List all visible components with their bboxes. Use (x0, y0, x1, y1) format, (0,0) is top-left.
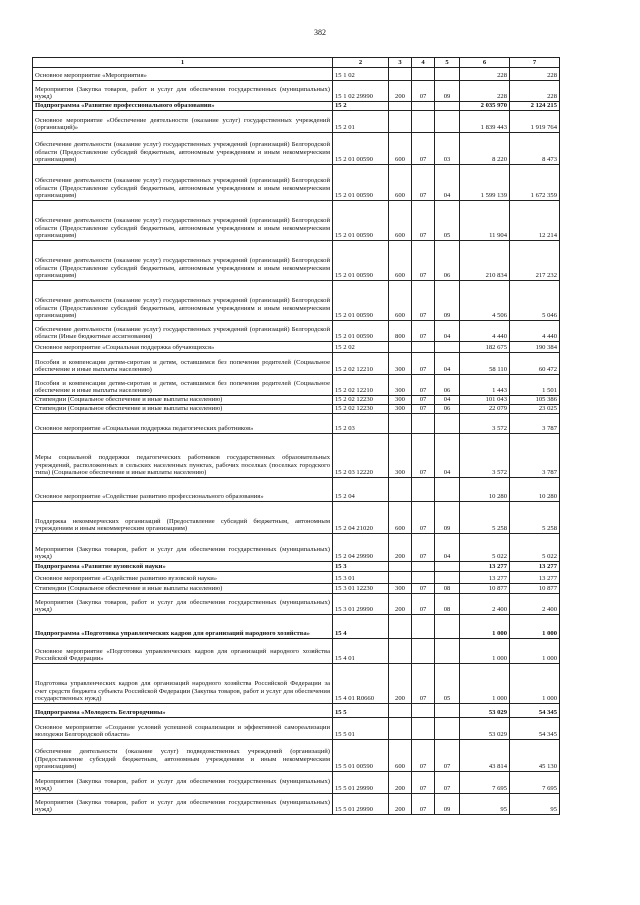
row-code: 15 3 01 (333, 572, 389, 584)
column-header: 3 (389, 58, 412, 68)
row-description: Обеспечение деятельности (оказание услуг) государственных учреждений (организаций) Белгородской области (Иные бюджетные ассигнования) (33, 321, 333, 342)
row-expense-type: 200 (389, 594, 412, 615)
row-subsection: 05 (435, 201, 460, 241)
row-subsection: 08 (435, 584, 460, 594)
row-code: 15 5 01 29990 (333, 794, 389, 815)
row-description: Стипендии (Социальное обеспечение и иные выплаты населению) (33, 405, 333, 414)
row-amount-col7: 5 258 (510, 502, 560, 534)
row-amount-col6: 3 572 (460, 434, 510, 478)
row-description: Подпрограмма «Развитие вузовской науки» (33, 562, 333, 572)
row-description: Основное мероприятие «Мероприятия» (33, 68, 333, 81)
row-code: 15 2 (333, 102, 389, 111)
row-amount-col7: 54 345 (510, 718, 560, 740)
row-amount-col7: 1 919 764 (510, 111, 560, 133)
row-section: 07 (412, 353, 435, 375)
table-row (33, 704, 560, 718)
row-subsection: 06 (435, 375, 460, 396)
row-description: Стипендии (Социальное обеспечение и иные выплаты населению) (33, 396, 333, 405)
row-section (412, 562, 435, 572)
row-section: 07 (412, 241, 435, 281)
row-amount-col7: 217 232 (510, 241, 560, 281)
row-expense-type: 600 (389, 201, 412, 241)
row-subsection: 09 (435, 502, 460, 534)
row-amount-col6: 1 000 (460, 664, 510, 704)
row-code: 15 2 01 00590 (333, 165, 389, 201)
row-description: Подпрограмма «Молодость Белгородчины» (33, 704, 333, 718)
table-row (33, 68, 560, 81)
row-amount-col6: 4 506 (460, 281, 510, 321)
table-row (33, 81, 560, 102)
row-amount-col7: 4 440 (510, 321, 560, 342)
row-amount-col7: 60 472 (510, 353, 560, 375)
row-expense-type (389, 102, 412, 111)
row-amount-col6: 53 029 (460, 704, 510, 718)
row-amount-col6: 13 277 (460, 572, 510, 584)
page-number: 382 (314, 28, 326, 37)
column-header: 6 (460, 58, 510, 68)
row-subsection (435, 718, 460, 740)
row-subsection: 04 (435, 534, 460, 562)
row-code: 15 2 02 (333, 342, 389, 353)
row-section (412, 572, 435, 584)
table-row (33, 584, 560, 594)
row-description: Основное мероприятие «Обеспечение деятельности (оказание услуг) государственных учреждений (организаций)» (33, 111, 333, 133)
row-code: 15 2 02 12230 (333, 405, 389, 414)
row-amount-col6: 1 443 (460, 375, 510, 396)
row-amount-col7: 95 (510, 794, 560, 815)
row-description: Стипендии (Социальное обеспечение и иные выплаты населению) (33, 584, 333, 594)
table-row (33, 794, 560, 815)
row-code: 15 3 01 12230 (333, 584, 389, 594)
row-amount-col7: 1 672 359 (510, 165, 560, 201)
row-code: 15 2 01 00590 (333, 133, 389, 165)
table-row (33, 353, 560, 375)
table-row (33, 414, 560, 434)
row-subsection: 08 (435, 594, 460, 615)
row-amount-col6: 95 (460, 794, 510, 815)
row-subsection: 09 (435, 281, 460, 321)
table-row (33, 639, 560, 664)
row-expense-type (389, 704, 412, 718)
row-amount-col6: 43 814 (460, 740, 510, 772)
table-row (33, 772, 560, 794)
row-amount-col6: 58 110 (460, 353, 510, 375)
row-subsection (435, 414, 460, 434)
row-amount-col6: 22 079 (460, 405, 510, 414)
row-code: 15 2 01 00590 (333, 321, 389, 342)
row-description: Подпрограмма «Развитие профессионального образования» (33, 102, 333, 111)
row-description: Обеспечение деятельности (оказание услуг) государственных учреждений (организаций) Белгородской области (Предоставление субсидий бюджетным, автономным учреждениям и иным некоммерческим организациям) (33, 165, 333, 201)
table-header-row (33, 58, 560, 68)
row-subsection: 07 (435, 740, 460, 772)
row-code: 15 2 02 12230 (333, 396, 389, 405)
row-expense-type (389, 342, 412, 353)
row-code: 15 4 01 R0660 (333, 664, 389, 704)
row-expense-type (389, 414, 412, 434)
row-description: Обеспечение деятельности (оказание услуг) государственных учреждений (организаций) Белгородской области (Предоставление субсидий бюджетным, автономным учреждениям и иным некоммерческим организациям) (33, 241, 333, 281)
row-subsection: 04 (435, 434, 460, 478)
row-subsection: 05 (435, 664, 460, 704)
row-amount-col6: 10 877 (460, 584, 510, 594)
row-section: 07 (412, 502, 435, 534)
table-row (33, 165, 560, 201)
row-section (412, 615, 435, 639)
row-expense-type (389, 718, 412, 740)
row-subsection: 07 (435, 772, 460, 794)
row-description: Основное мероприятие «Подготовка управленческих кадров для организаций народного хозяйства Российской Федерации» (33, 639, 333, 664)
row-subsection (435, 342, 460, 353)
row-section (412, 111, 435, 133)
row-section: 07 (412, 165, 435, 201)
row-subsection (435, 111, 460, 133)
row-expense-type: 600 (389, 281, 412, 321)
row-expense-type: 600 (389, 241, 412, 281)
row-amount-col6: 53 029 (460, 718, 510, 740)
row-amount-col6: 10 280 (460, 478, 510, 502)
table-row (33, 594, 560, 615)
row-expense-type (389, 478, 412, 502)
row-amount-col6: 4 440 (460, 321, 510, 342)
row-description: Мероприятия (Закупка товаров, работ и услуг для обеспечения государственных (муниципальных) нужд) (33, 81, 333, 102)
table-row (33, 321, 560, 342)
row-expense-type (389, 615, 412, 639)
row-amount-col6: 5 258 (460, 502, 510, 534)
row-subsection: 09 (435, 81, 460, 102)
row-expense-type: 600 (389, 740, 412, 772)
row-amount-col6: 7 695 (460, 772, 510, 794)
row-amount-col7: 3 787 (510, 414, 560, 434)
row-amount-col7: 1 000 (510, 664, 560, 704)
row-amount-col6: 1 000 (460, 639, 510, 664)
row-section (412, 342, 435, 353)
row-amount-col6: 1 000 (460, 615, 510, 639)
table-row (33, 201, 560, 241)
row-amount-col7: 228 (510, 68, 560, 81)
table-row (33, 718, 560, 740)
row-amount-col6: 228 (460, 68, 510, 81)
table-row (33, 740, 560, 772)
row-code: 15 5 (333, 704, 389, 718)
row-subsection: 04 (435, 396, 460, 405)
row-amount-col7: 8 473 (510, 133, 560, 165)
row-amount-col7: 3 787 (510, 434, 560, 478)
row-amount-col6: 182 675 (460, 342, 510, 353)
table-row (33, 133, 560, 165)
table-row (33, 342, 560, 353)
row-expense-type (389, 562, 412, 572)
row-code: 15 2 04 29990 (333, 534, 389, 562)
row-section: 07 (412, 321, 435, 342)
row-subsection: 04 (435, 165, 460, 201)
row-amount-col7: 13 277 (510, 562, 560, 572)
row-section: 07 (412, 201, 435, 241)
row-amount-col7: 7 695 (510, 772, 560, 794)
row-description: Основное мероприятие «Содействие развитию профессионального образования» (33, 478, 333, 502)
column-header: 4 (412, 58, 435, 68)
row-section (412, 102, 435, 111)
row-amount-col7: 105 386 (510, 396, 560, 405)
row-description: Пособия и компенсации детям-сиротам и детям, оставшимся без попечения родителей (Социальное обеспечение и иные выплаты населению) (33, 375, 333, 396)
row-code: 15 2 03 12220 (333, 434, 389, 478)
row-subsection: 04 (435, 321, 460, 342)
row-amount-col6: 2 035 970 (460, 102, 510, 111)
table-row (33, 664, 560, 704)
row-expense-type: 200 (389, 772, 412, 794)
row-expense-type (389, 111, 412, 133)
row-subsection: 03 (435, 133, 460, 165)
row-description: Подпрограмма «Подготовка управленческих кадров для организаций народного хозяйства» (33, 615, 333, 639)
row-code: 15 1 02 (333, 68, 389, 81)
row-description: Основное мероприятие «Создание условий успешной социализации и эффективной самореализации молодежи Белгородской области» (33, 718, 333, 740)
row-amount-col6: 210 834 (460, 241, 510, 281)
row-amount-col7: 1 000 (510, 639, 560, 664)
row-description: Основное мероприятие «Социальная поддержка обучающихся» (33, 342, 333, 353)
table-row (33, 562, 560, 572)
row-description: Поддержка некоммерческих организаций (Предоставление субсидий бюджетным, автономным учреждениям и иным некоммерческим организациям) (33, 502, 333, 534)
row-code: 15 2 01 (333, 111, 389, 133)
row-amount-col6: 3 572 (460, 414, 510, 434)
row-amount-col7: 228 (510, 81, 560, 102)
row-code: 15 3 01 29990 (333, 594, 389, 615)
row-section (412, 414, 435, 434)
row-section: 07 (412, 772, 435, 794)
row-description: Обеспечение деятельности (оказание услуг) государственных учреждений (организаций) Белгородской области (Предоставление субсидий бюджетным, автономным учреждениям и иным некоммерческим организациям) (33, 133, 333, 165)
row-section: 07 (412, 794, 435, 815)
row-subsection: 06 (435, 405, 460, 414)
row-section: 07 (412, 584, 435, 594)
row-amount-col6: 101 043 (460, 396, 510, 405)
row-amount-col7: 23 025 (510, 405, 560, 414)
row-code: 15 1 02 29990 (333, 81, 389, 102)
row-expense-type (389, 572, 412, 584)
row-code: 15 2 01 00590 (333, 281, 389, 321)
row-expense-type: 200 (389, 664, 412, 704)
row-description: Обеспечение деятельности (оказание услуг) подведомственных учреждений (организаций) (Предоставление субсидий бюджетным, автономным учреждениям и иным некоммерческим организациям) (33, 740, 333, 772)
row-expense-type: 200 (389, 794, 412, 815)
row-code: 15 5 01 (333, 718, 389, 740)
row-expense-type: 300 (389, 584, 412, 594)
row-subsection (435, 615, 460, 639)
row-expense-type: 200 (389, 81, 412, 102)
row-amount-col7: 2 124 215 (510, 102, 560, 111)
row-subsection (435, 562, 460, 572)
row-expense-type: 800 (389, 321, 412, 342)
row-expense-type: 300 (389, 353, 412, 375)
table-row (33, 375, 560, 396)
row-amount-col6: 5 022 (460, 534, 510, 562)
row-amount-col7: 1 501 (510, 375, 560, 396)
row-description: Обеспечение деятельности (оказание услуг) государственных учреждений (организаций) Белгородской области (Предоставление субсидий бюджетным, автономным учреждениям и иным некоммерческим организациям) (33, 201, 333, 241)
column-header: 1 (33, 58, 333, 68)
row-amount-col7: 45 130 (510, 740, 560, 772)
row-code: 15 5 01 00590 (333, 740, 389, 772)
row-subsection: 06 (435, 241, 460, 281)
row-subsection: 09 (435, 794, 460, 815)
table-row (33, 502, 560, 534)
row-description: Основное мероприятие «Социальная поддержка педагогических работников» (33, 414, 333, 434)
column-header: 5 (435, 58, 460, 68)
row-amount-col7: 54 345 (510, 704, 560, 718)
row-code: 15 2 02 12210 (333, 353, 389, 375)
row-expense-type: 300 (389, 375, 412, 396)
row-expense-type (389, 68, 412, 81)
table-row (33, 434, 560, 478)
row-code: 15 2 04 21020 (333, 502, 389, 534)
row-amount-col7: 12 214 (510, 201, 560, 241)
row-expense-type: 600 (389, 165, 412, 201)
row-section: 07 (412, 664, 435, 704)
row-section (412, 478, 435, 502)
row-section: 07 (412, 81, 435, 102)
row-amount-col6: 2 400 (460, 594, 510, 615)
column-header: 7 (510, 58, 560, 68)
row-section: 07 (412, 434, 435, 478)
row-code: 15 2 04 (333, 478, 389, 502)
table-row (33, 405, 560, 414)
row-description: Основное мероприятие «Содействие развитию вузовской науки» (33, 572, 333, 584)
row-amount-col6: 13 277 (460, 562, 510, 572)
row-section: 07 (412, 281, 435, 321)
row-amount-col7: 5 022 (510, 534, 560, 562)
row-code: 15 2 03 (333, 414, 389, 434)
row-description: Мероприятия (Закупка товаров, работ и услуг для обеспечения государственных (муниципальных) нужд) (33, 534, 333, 562)
row-section: 07 (412, 396, 435, 405)
row-code: 15 2 01 00590 (333, 241, 389, 281)
row-code: 15 4 01 (333, 639, 389, 664)
row-description: Мероприятия (Закупка товаров, работ и услуг для обеспечения государственных (муниципальных) нужд) (33, 772, 333, 794)
row-subsection: 04 (435, 353, 460, 375)
row-amount-col7: 1 000 (510, 615, 560, 639)
table-row (33, 241, 560, 281)
table-row (33, 396, 560, 405)
row-expense-type: 600 (389, 502, 412, 534)
row-section (412, 718, 435, 740)
table-row (33, 478, 560, 502)
row-amount-col7: 190 384 (510, 342, 560, 353)
row-expense-type: 300 (389, 396, 412, 405)
row-section (412, 68, 435, 81)
column-header: 2 (333, 58, 389, 68)
row-section: 07 (412, 534, 435, 562)
row-amount-col6: 11 904 (460, 201, 510, 241)
row-section (412, 704, 435, 718)
row-description: Обеспечение деятельности (оказание услуг) государственных учреждений (организаций) Белгородской области (Предоставление субсидий бюджетным, автономным учреждениям и иным некоммерческим организациям) (33, 281, 333, 321)
row-description: Подготовка управленческих кадров для организаций народного хозяйства Российской Федерации за счет средств бюджета субъекта Российской Федерации (Закупка товаров, работ и услуг для обеспечения государственных нужд) (33, 664, 333, 704)
row-section: 07 (412, 133, 435, 165)
row-expense-type: 600 (389, 133, 412, 165)
row-amount-col6: 8 220 (460, 133, 510, 165)
row-section: 07 (412, 405, 435, 414)
row-section: 07 (412, 375, 435, 396)
table-row (33, 572, 560, 584)
row-subsection (435, 704, 460, 718)
row-subsection (435, 478, 460, 502)
row-amount-col7: 10 280 (510, 478, 560, 502)
row-amount-col6: 1 839 443 (460, 111, 510, 133)
table-row (33, 102, 560, 111)
row-code: 15 2 01 00590 (333, 201, 389, 241)
row-code: 15 2 02 12210 (333, 375, 389, 396)
row-amount-col7: 5 046 (510, 281, 560, 321)
row-description: Мероприятия (Закупка товаров, работ и услуг для обеспечения государственных (муниципальных) нужд) (33, 794, 333, 815)
row-expense-type: 300 (389, 434, 412, 478)
table-row (33, 615, 560, 639)
row-description: Меры социальной поддержки педагогических работников государственных образовательных учреждений, расположенных в сельских населенных пунктах, рабочих поселках (поселках городского типа) (Социальное обеспечение и иные выплаты населению) (33, 434, 333, 478)
table-row (33, 281, 560, 321)
row-description: Пособия и компенсации детям-сиротам и детям, оставшимся без попечения родителей (Социальное обеспечение и иные выплаты населению) (33, 353, 333, 375)
row-amount-col7: 10 877 (510, 584, 560, 594)
row-subsection (435, 572, 460, 584)
row-section: 07 (412, 594, 435, 615)
row-section (412, 639, 435, 664)
row-amount-col7: 13 277 (510, 572, 560, 584)
row-amount-col6: 228 (460, 81, 510, 102)
budget-table (32, 57, 560, 815)
row-amount-col6: 1 599 139 (460, 165, 510, 201)
row-code: 15 5 01 29990 (333, 772, 389, 794)
table-row (33, 534, 560, 562)
row-expense-type: 300 (389, 405, 412, 414)
row-expense-type: 200 (389, 534, 412, 562)
row-subsection (435, 68, 460, 81)
row-subsection (435, 102, 460, 111)
row-code: 15 4 (333, 615, 389, 639)
row-code: 15 3 (333, 562, 389, 572)
table-row (33, 111, 560, 133)
row-subsection (435, 639, 460, 664)
row-description: Мероприятия (Закупка товаров, работ и услуг для обеспечения государственных (муниципальных) нужд) (33, 594, 333, 615)
table-body (33, 68, 560, 815)
row-section: 07 (412, 740, 435, 772)
row-expense-type (389, 639, 412, 664)
row-amount-col7: 2 400 (510, 594, 560, 615)
